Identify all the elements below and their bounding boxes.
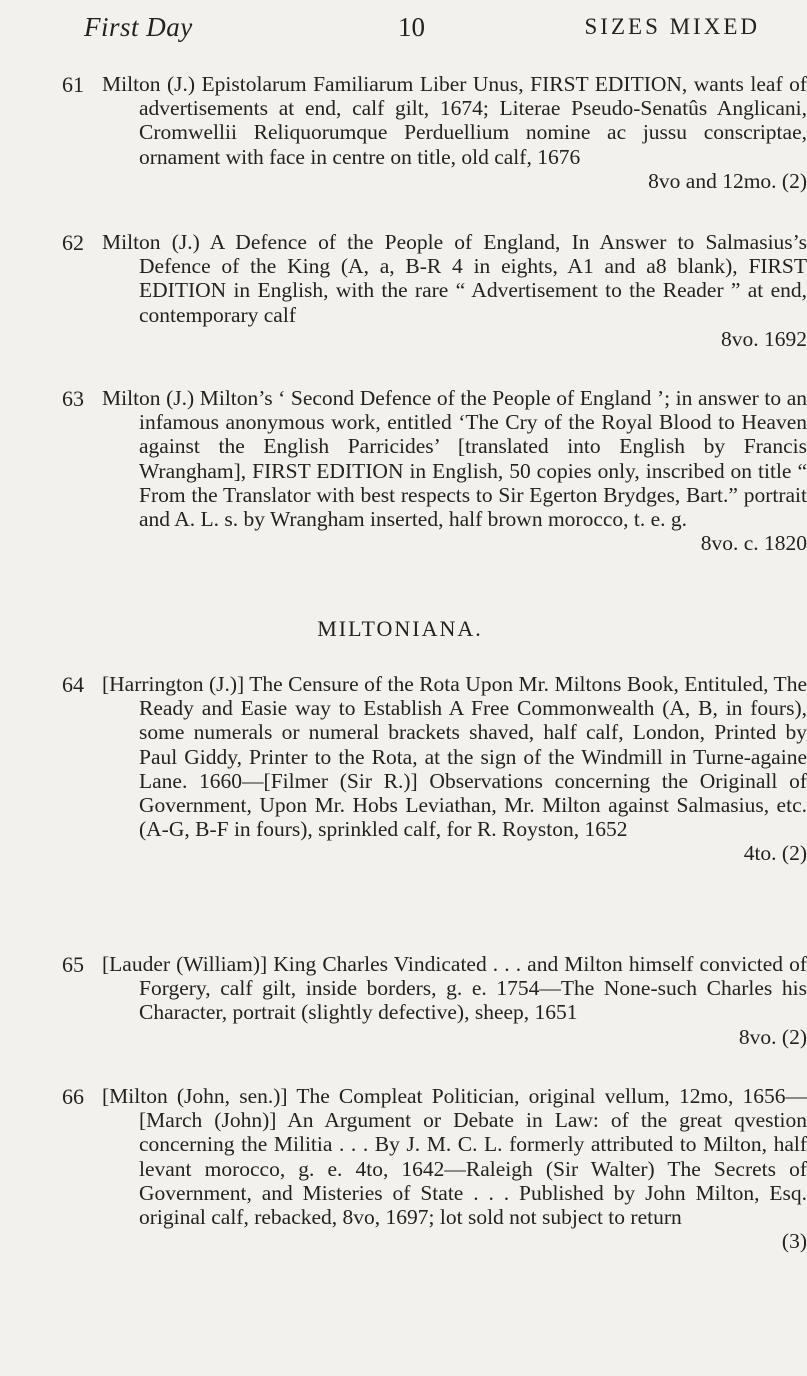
lot-text: [Harrington (J.)] The Censure of the Rota Upon Mr. Miltons Book, Entituled, The Ready and Easie way to Establish A Free Commonwealth (A, B, in fours), some numerals or numeral brackets shaved, half calf, London, Printed by Paul Giddy, Printer to the Rota, at the sign of the Windmill in Turne-againe Lane. 1660—[Filmer (Sir R.)] Observations concerning the Originall of Government, Upon Mr. Hobs Leviathan, Mr. Milton against Salmasius, etc. (A-G, B-F in fours), sprinkled calf, for R. Royston, 1652: [102, 672, 807, 842]
lot-format: 4to. (2): [743, 841, 807, 866]
lot-format: 8vo. c. 1820: [700, 531, 807, 556]
running-head-left: First Day: [84, 12, 193, 42]
lot-description: [102, 230, 807, 351]
running-head-right: SIZES MIXED: [584, 14, 760, 39]
lot-number: 65: [62, 952, 84, 977]
lot-number: 61: [62, 72, 84, 97]
lot-number: 62: [62, 230, 84, 255]
lot-description: [102, 672, 807, 866]
lot-text: [Milton (John, sen.)] The Compleat Politician, original vellum, 12mo, 1656—[March (John)] An Argument or Debate in Law: of the great qvestion concerning the Militia . . . By J. M. C. L. formerly attributed to Milton, half levant morocco, g. e. 4to, 1642—Raleigh (Sir Walter) The Secrets of Government, and Misteries of State . . . Published by John Milton, Esq. original calf, rebacked, 8vo, 1697; lot sold not subject to return: [102, 1084, 807, 1230]
lot-description: [102, 952, 807, 1049]
lot-number: 64: [62, 672, 84, 697]
lot-number: 66: [62, 1084, 84, 1109]
lot-format: (3): [781, 1229, 807, 1254]
running-head: [0, 12, 800, 52]
lot-format: 8vo and 12mo. (2): [648, 168, 807, 193]
lot-text: Milton (J.) A Defence of the People of England, In Answer to Salmasius’s Defence of the King (A, a, B-R 4 in eights, A1 and a8 blank), FIRST EDITION in English, with the rare “ Advertisement to the Reader ” at end, contemporary calf: [102, 230, 807, 327]
lot-text: [Lauder (William)] King Charles Vindicated . . . and Milton himself convicted of Forgery, calf gilt, inside borders, g. e. 1754—The None-such Charles his Character, portrait (slightly defective), sheep, 1651: [102, 952, 807, 1025]
lot-description: [102, 1084, 807, 1253]
page-number: 10: [398, 12, 425, 42]
lot-format: 8vo. (2): [738, 1024, 807, 1049]
section-heading: MILTONIANA.: [317, 616, 483, 641]
lot-number: 63: [62, 386, 84, 411]
lot-description: [102, 72, 807, 193]
lot-description: [102, 386, 807, 555]
lot-text: Milton (J.) Epistolarum Familiarum Liber Unus, FIRST EDITION, wants leaf of advertisements at end, calf gilt, 1674; Literae Pseudo-Senatûs Anglicani, Cromwellii Reliquorumque Perduellium nomine ac jussu conscriptae, ornament with face in centre on title, old calf, 1676: [102, 72, 807, 169]
lot-format: 8vo. 1692: [721, 326, 807, 351]
lot-text: Milton (J.) Milton’s ‘ Second Defence of the People of England ’; in answer to an infamous anonymous work, entitled ‘The Cry of the Royal Blood to Heaven against the English Parricides’ [translated into English by Francis Wrangham], FIRST EDITION in English, 50 copies only, inscribed on title “ From the Translator with best respects to Sir Egerton Brydges, Bart.” portrait and A. L. s. by Wrangham inserted, half brown morocco, t. e. g.: [102, 386, 807, 532]
